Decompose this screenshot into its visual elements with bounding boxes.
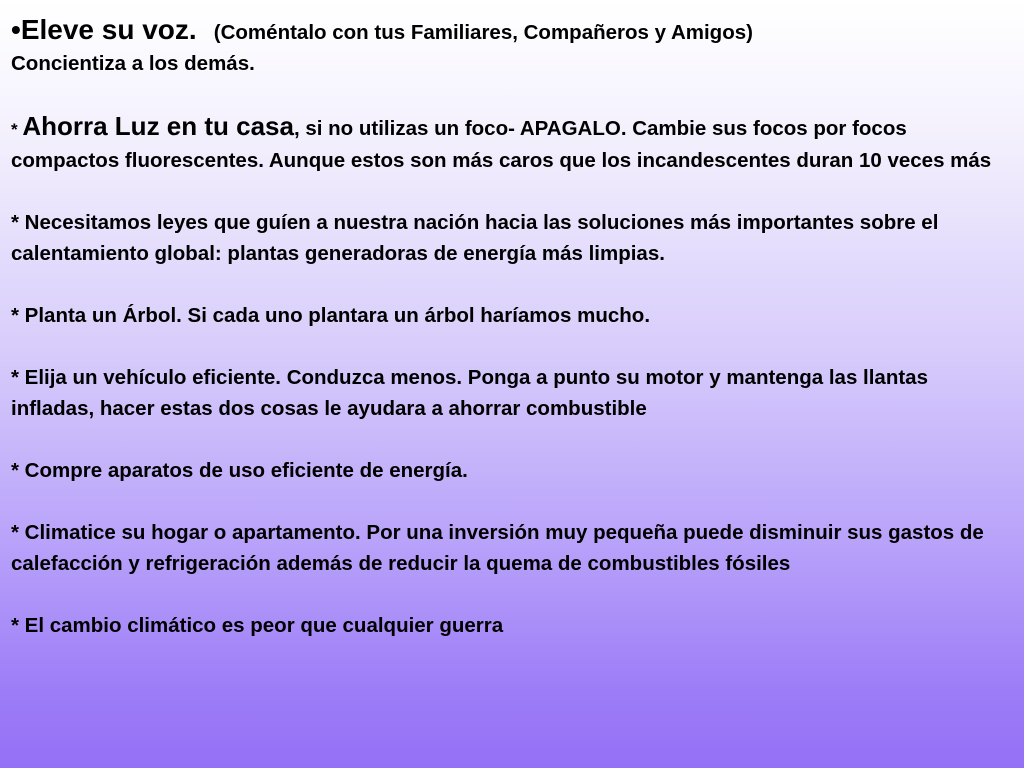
- item-marker: *: [11, 120, 23, 139]
- item-vehiculo: * Elija un vehículo eficiente. Conduzca menos. Ponga a punto su motor y mantenga las llantas infladas, hacer estas dos cosas le ayudara a ahorrar combustible: [11, 366, 928, 420]
- slide-content: [11, 14, 1015, 672]
- item-planta-arbol: * Planta un Árbol. Si cada uno plantara un árbol haríamos mucho.: [11, 304, 651, 327]
- item-line: Concientiza a los demás.: [11, 52, 255, 75]
- item-climatice: * Climatice su hogar o apartamento. Por una inversión muy pequeña puede disminuir sus gastos de calefacción y refrigeración además de reducir la quema de combustibles fósiles: [11, 521, 984, 575]
- item-aparatos: * Compre aparatos de uso eficiente de energía.: [11, 459, 468, 482]
- item-ahorra-luz: [11, 111, 1015, 176]
- item-eleve-su-voz: [11, 14, 1015, 79]
- item-text: , si no utilizas un foco- APAGALO. Cambie sus focos por focos compactos fluorescentes. Aunque estos son más caros que los incandescentes duran 10 veces más: [11, 117, 992, 172]
- bullet: •: [11, 14, 21, 45]
- item-subtitle: (Coméntalo con tus Familiares, Compañeros y Amigos): [213, 21, 753, 44]
- item-title: Eleve su voz.: [20, 14, 197, 45]
- item-leyes: * Necesitamos leyes que guíen a nuestra nación hacia las soluciones más importantes sobre el calentamiento global: plantas generadoras de energía más limpias.: [11, 211, 939, 265]
- item-title: Ahorra Luz en tu casa: [22, 111, 294, 141]
- item-cambio-climatico: * El cambio climático es peor que cualquier guerra: [11, 614, 504, 637]
